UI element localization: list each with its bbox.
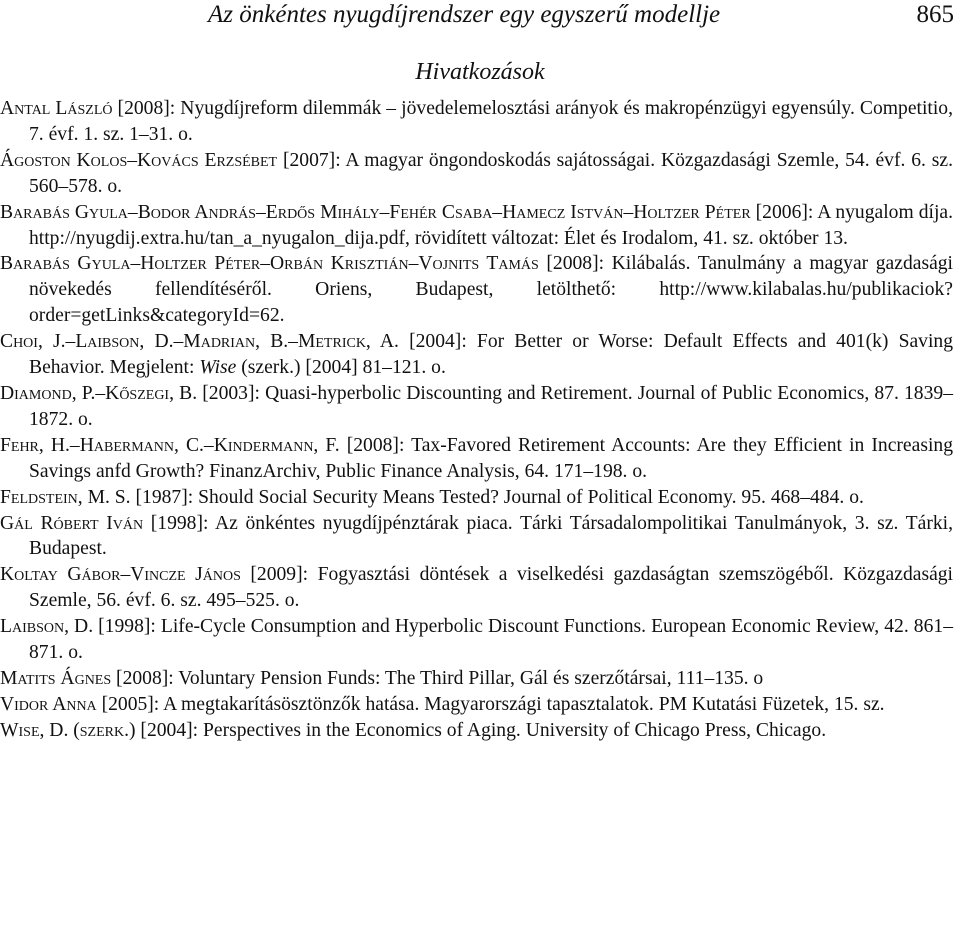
reference-list (0, 96, 953, 744)
reference-authors: Antal László (0, 98, 113, 119)
reference-text: [1987]: Should Social Security Means Tested? Journal of Political Economy. 95. 468–484. o. (130, 486, 864, 508)
reference-text: [2003]: Quasi-hyperbolic Discounting and Retirement. Journal of Public Economics, 87. 1839–1872. o. (29, 382, 953, 430)
reference-entry (0, 381, 953, 433)
reference-authors: Ágoston Kolos–Kovács Erzsébet (0, 149, 278, 171)
reference-entry (0, 96, 953, 148)
reference-entry (0, 433, 953, 485)
reference-entry (0, 511, 953, 563)
reference-entry (0, 666, 953, 692)
reference-text: [2005]: A megtakarításösztönzők hatása. Magyarországi tapasztalatok. PM Kutatási Füzetek, 15. sz. (96, 693, 885, 715)
reference-authors: Diamond, P.–Kőszegi, B. (0, 382, 198, 404)
reference-authors: Choi, J.–Laibson, D.–Madrian, B.–Metrick, A. (0, 331, 399, 353)
reference-entry (0, 692, 953, 718)
reference-text: [2008]: Tax-Favored Retirement Accounts: Are they Efficient in Increasing Savings anfd Growth? FinanzArchiv, Public Finance Analysis, 64. 171–198. o. (29, 434, 953, 482)
reference-entry (0, 200, 953, 252)
reference-authors: Fehr, H.–Habermann, C.–Kindermann, F. (0, 434, 340, 456)
reference-authors: Vidor Anna (0, 693, 97, 715)
running-title: Az önkéntes nyugdíjrendszer egy egyszerű modellje (208, 1, 721, 28)
reference-authors: Matits Ágnes (0, 667, 112, 689)
reference-entry (0, 485, 953, 511)
reference-text-tail: (szerk.) [2004] 81–121. o. (236, 357, 446, 379)
reference-text: [2004]: For Better or Worse: Default Effects and 401(k) Saving Behavior. Megjelent: (29, 331, 953, 379)
reference-entry (0, 148, 953, 200)
reference-entry (0, 251, 953, 329)
reference-authors: Barabás Gyula–Bodor András–Erdős Mihály–Fehér Csaba–Hamecz István–Holtzer Péter (0, 201, 751, 223)
reference-text: [2004]: Perspectives in the Economics of Aging. University of Chicago Press, Chicago. (135, 719, 827, 741)
reference-text: [2009]: Fogyasztási döntések a viselkedési gazdaságtan szemszögéből. Közgazdasági Szemle, 56. évf. 6. sz. 495–525. o. (29, 564, 954, 612)
reference-text: [2006]: A nyugalom díja. http://nyugdij.extra.hu/tan_a_nyugalon_dija.pdf, rövidített változat: Élet és Irodalom, 41. sz. október 13. (29, 201, 953, 249)
reference-text: [2008]: Voluntary Pension Funds: The Third Pillar, Gál és szerzőtársai, 111–135. o (111, 667, 764, 689)
reference-text: [1998]: Az önkéntes nyugdíjpénztárak piaca. Tárki Társadalompolitikai Tanulmányok, 3. sz. Tárki, Budapest. (29, 512, 953, 560)
reference-text: [2007]: A magyar öngondoskodás sajátosságai. Közgazdasági Szemle, 54. évf. 6. sz. 560–578. o. (29, 149, 953, 197)
reference-entry (0, 718, 953, 744)
reference-authors: Feldstein, M. S. (0, 486, 131, 508)
reference-text: [2008]: Nyugdíjreform dilemmák – jövedelemelosztási arányok és makropénzügyi egyensúly. Competitio, 7. évf. 1. sz. 1–31. o. (29, 98, 953, 145)
page-number: 865 (916, 1, 954, 28)
reference-authors: Barabás Gyula–Holtzer Péter–Orbán Krisztián–Vojnits Tamás (0, 253, 539, 275)
reference-entry (0, 562, 953, 614)
reference-text: [2008]: Kilábalás. Tanulmány a magyar gazdasági növekedés fellendítéséről. Oriens, Budapest, letölthető: http://www.kilabalas.hu/publikaciok?order=getLinks&categoryId=62. (29, 253, 954, 327)
reference-authors: Laibson, D. (0, 616, 94, 638)
reference-text: [1998]: Life-Cycle Consumption and Hyperbolic Discount Functions. European Economic Review, 42. 861–871. o. (29, 616, 953, 664)
reference-authors: Koltay Gábor–Vincze János (0, 564, 241, 586)
reference-entry (0, 329, 953, 381)
section-title: Hivatkozások (415, 59, 545, 85)
reference-authors: Gál Róbert Iván (0, 512, 144, 534)
reference-entry (0, 614, 953, 666)
running-header (208, 0, 954, 32)
reference-italic: Wise (199, 357, 237, 379)
reference-authors: Wise, D. (szerk.) (0, 719, 136, 741)
